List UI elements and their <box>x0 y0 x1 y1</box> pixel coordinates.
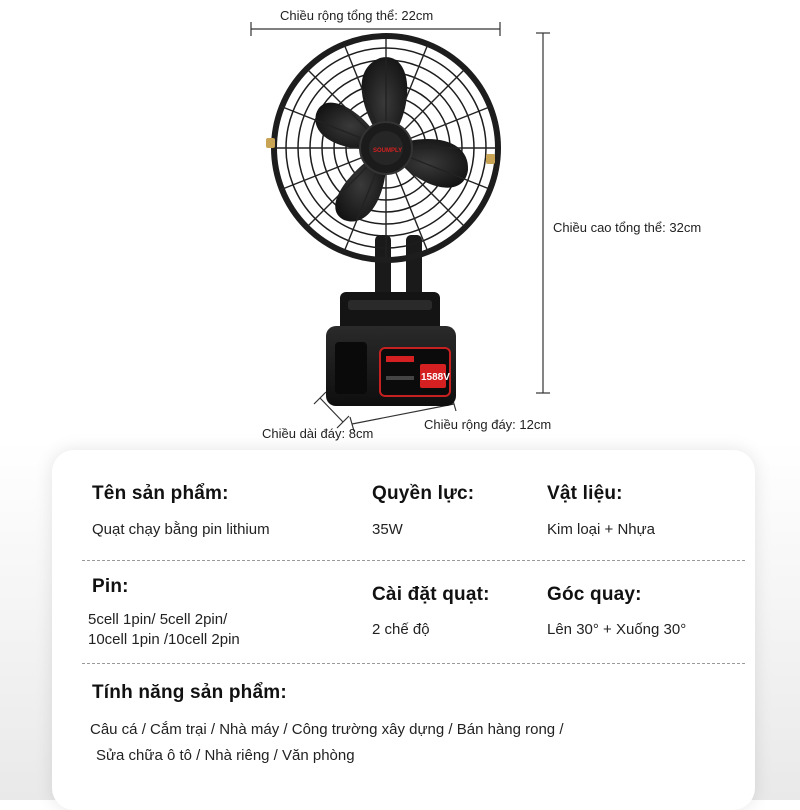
divider <box>82 560 745 561</box>
base-length-label: Chiều dài đáy: 8cm <box>262 426 374 441</box>
power-heading: Quyền lực: <box>372 483 475 504</box>
power-value: 35W <box>372 521 403 538</box>
battery-display: 1588V <box>421 372 450 383</box>
battery-heading: Pin: <box>92 576 129 597</box>
fan-hub <box>360 122 412 174</box>
battery-value-line1: 5cell 1pin/ 5cell 2pin/ <box>88 611 228 628</box>
name-heading: Tên sản phẩm: <box>92 483 229 504</box>
material-value: Kim loại + Nhựa <box>547 521 656 538</box>
name-value: Quạt chạy bằng pin lithium <box>92 521 270 538</box>
battery-pack <box>326 326 456 406</box>
features-line2: Sửa chữa ô tô / Nhà riêng / Văn phòng <box>96 747 355 764</box>
overall-height-dimension-line <box>536 33 550 393</box>
angle-value: Lên 30° + Xuống 30° <box>547 621 687 638</box>
settings-heading: Cài đặt quạt: <box>372 584 490 605</box>
angle-heading: Góc quay: <box>547 584 642 605</box>
overall-width-label: Chiều rộng tổng thể: 22cm <box>280 8 434 23</box>
overall-height-label: Chiều cao tổng thể: 32cm <box>553 220 702 235</box>
spec-card <box>52 450 755 810</box>
features-heading: Tính năng sản phẩm: <box>92 682 287 703</box>
divider <box>82 663 745 664</box>
base-width-label: Chiều rộng đáy: 12cm <box>424 417 552 432</box>
features-line1: Câu cá / Cắm trại / Nhà máy / Công trường xây dựng / Bán hàng rong / <box>90 721 564 738</box>
fan-product-image <box>240 30 530 415</box>
settings-value: 2 chế độ <box>372 621 430 638</box>
brand-text: SOUMPLY <box>373 148 403 154</box>
battery-value-line2: 10cell 1pin /10cell 2pin <box>88 631 240 648</box>
material-heading: Vật liệu: <box>547 483 623 504</box>
